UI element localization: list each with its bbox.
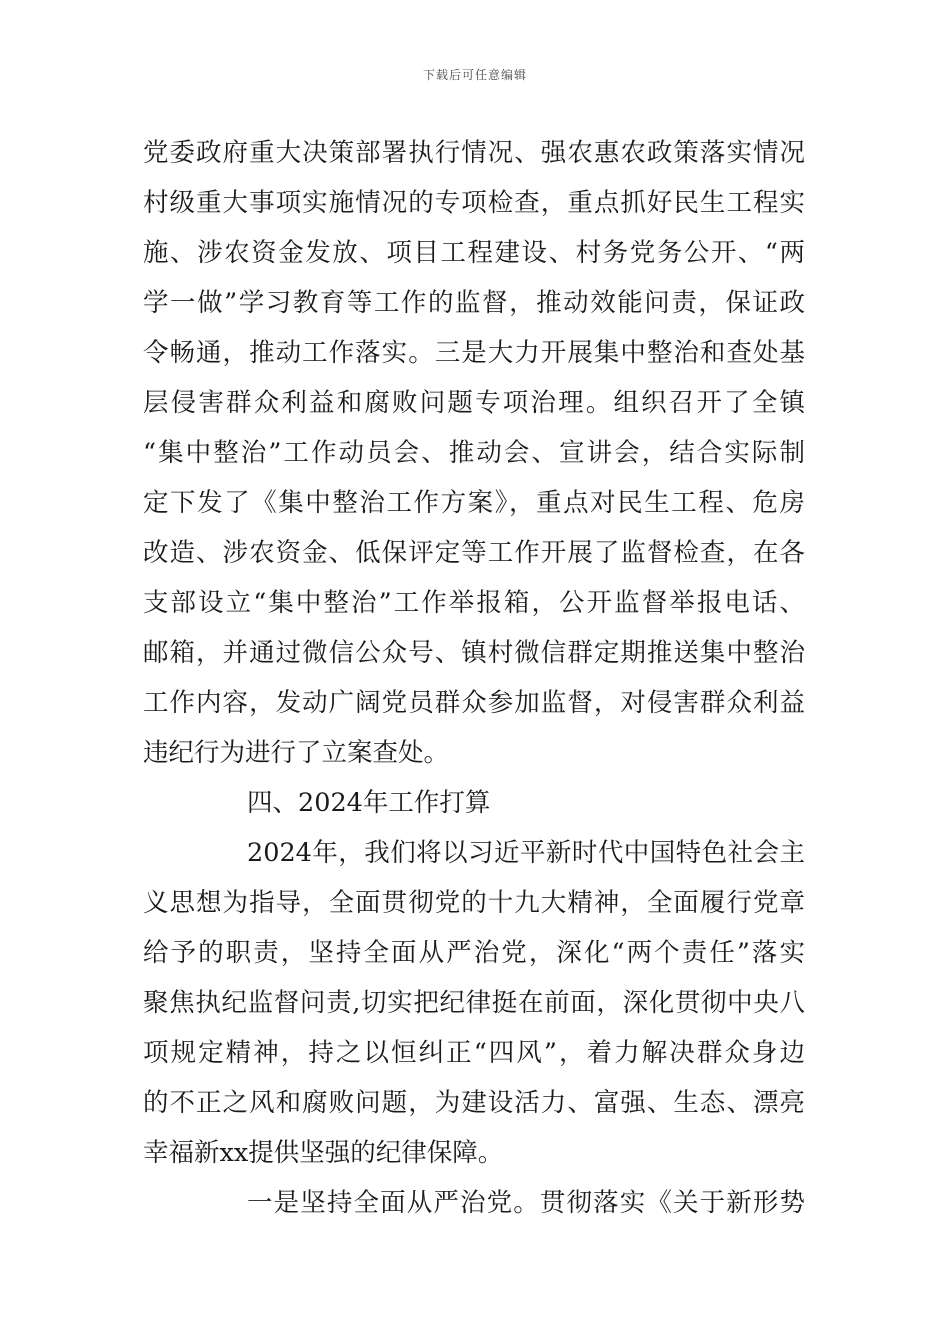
paragraph-line: 义思想为指导，全面贯彻党的十九大精神，全面履行党章: [143, 888, 805, 918]
document-body: [143, 128, 805, 1228]
paragraph-line: 改造、涉农资金、低保评定等工作开展了监督检查，在各: [143, 538, 805, 568]
paragraph-line: 的不正之风和腐败问题，为建设活力、富强、生态、漂亮: [143, 1088, 805, 1118]
paragraph-line: 令畅通，推动工作落实。三是大力开展集中整治和查处基: [143, 338, 805, 368]
paragraph-line: 党委政府重大决策部署执行情况、强农惠农政策落实情况: [143, 138, 805, 168]
paragraph-line: 给予的职责，坚持全面从严治党，深化“两个责任”落实: [143, 938, 805, 968]
paragraph-line: 支部设立“集中整治”工作举报箱，公开监督举报电话、: [143, 588, 805, 618]
paragraph-line: 幸福新xx提供坚强的纪律保障。: [143, 1138, 504, 1168]
paragraph-line: 项规定精神，持之以恒纠正“四风”，着力解决群众身边: [143, 1038, 805, 1068]
paragraph-line: 2024年，我们将以习近平新时代中国特色社会主: [247, 838, 805, 868]
paragraph-line: 施、涉农资金发放、项目工程建设、村务党务公开、“两: [143, 238, 805, 268]
section-heading: 四、2024年工作打算: [247, 788, 491, 818]
paragraph-line: 定下发了《集中整治工作方案》，重点对民生工程、危房: [143, 488, 805, 518]
paragraph-line: 工作内容，发动广阔党员群众参加监督，对侵害群众利益: [143, 688, 805, 718]
paragraph-line: 一是坚持全面从严治党。贯彻落实《关于新形势: [247, 1188, 805, 1218]
paragraph-line: “集中整治”工作动员会、推动会、宣讲会，结合实际制: [143, 438, 805, 468]
page-header: 下载后可任意编辑: [422, 68, 527, 82]
paragraph-line: 违纪行为进行了立案查处。: [143, 738, 450, 768]
paragraph-line: 村级重大事项实施情况的专项检查，重点抓好民生工程实: [143, 188, 805, 218]
paragraph-line: 学一做”学习教育等工作的监督，推动效能问责，保证政: [143, 288, 805, 318]
paragraph-line: 聚焦执纪监督问责,切实把纪律挺在前面，深化贯彻中央八: [143, 988, 805, 1018]
paragraph-line: 层侵害群众利益和腐败问题专项治理。组织召开了全镇: [143, 388, 805, 418]
paragraph-line: 邮箱，并通过微信公众号、镇村微信群定期推送集中整治: [143, 638, 805, 668]
